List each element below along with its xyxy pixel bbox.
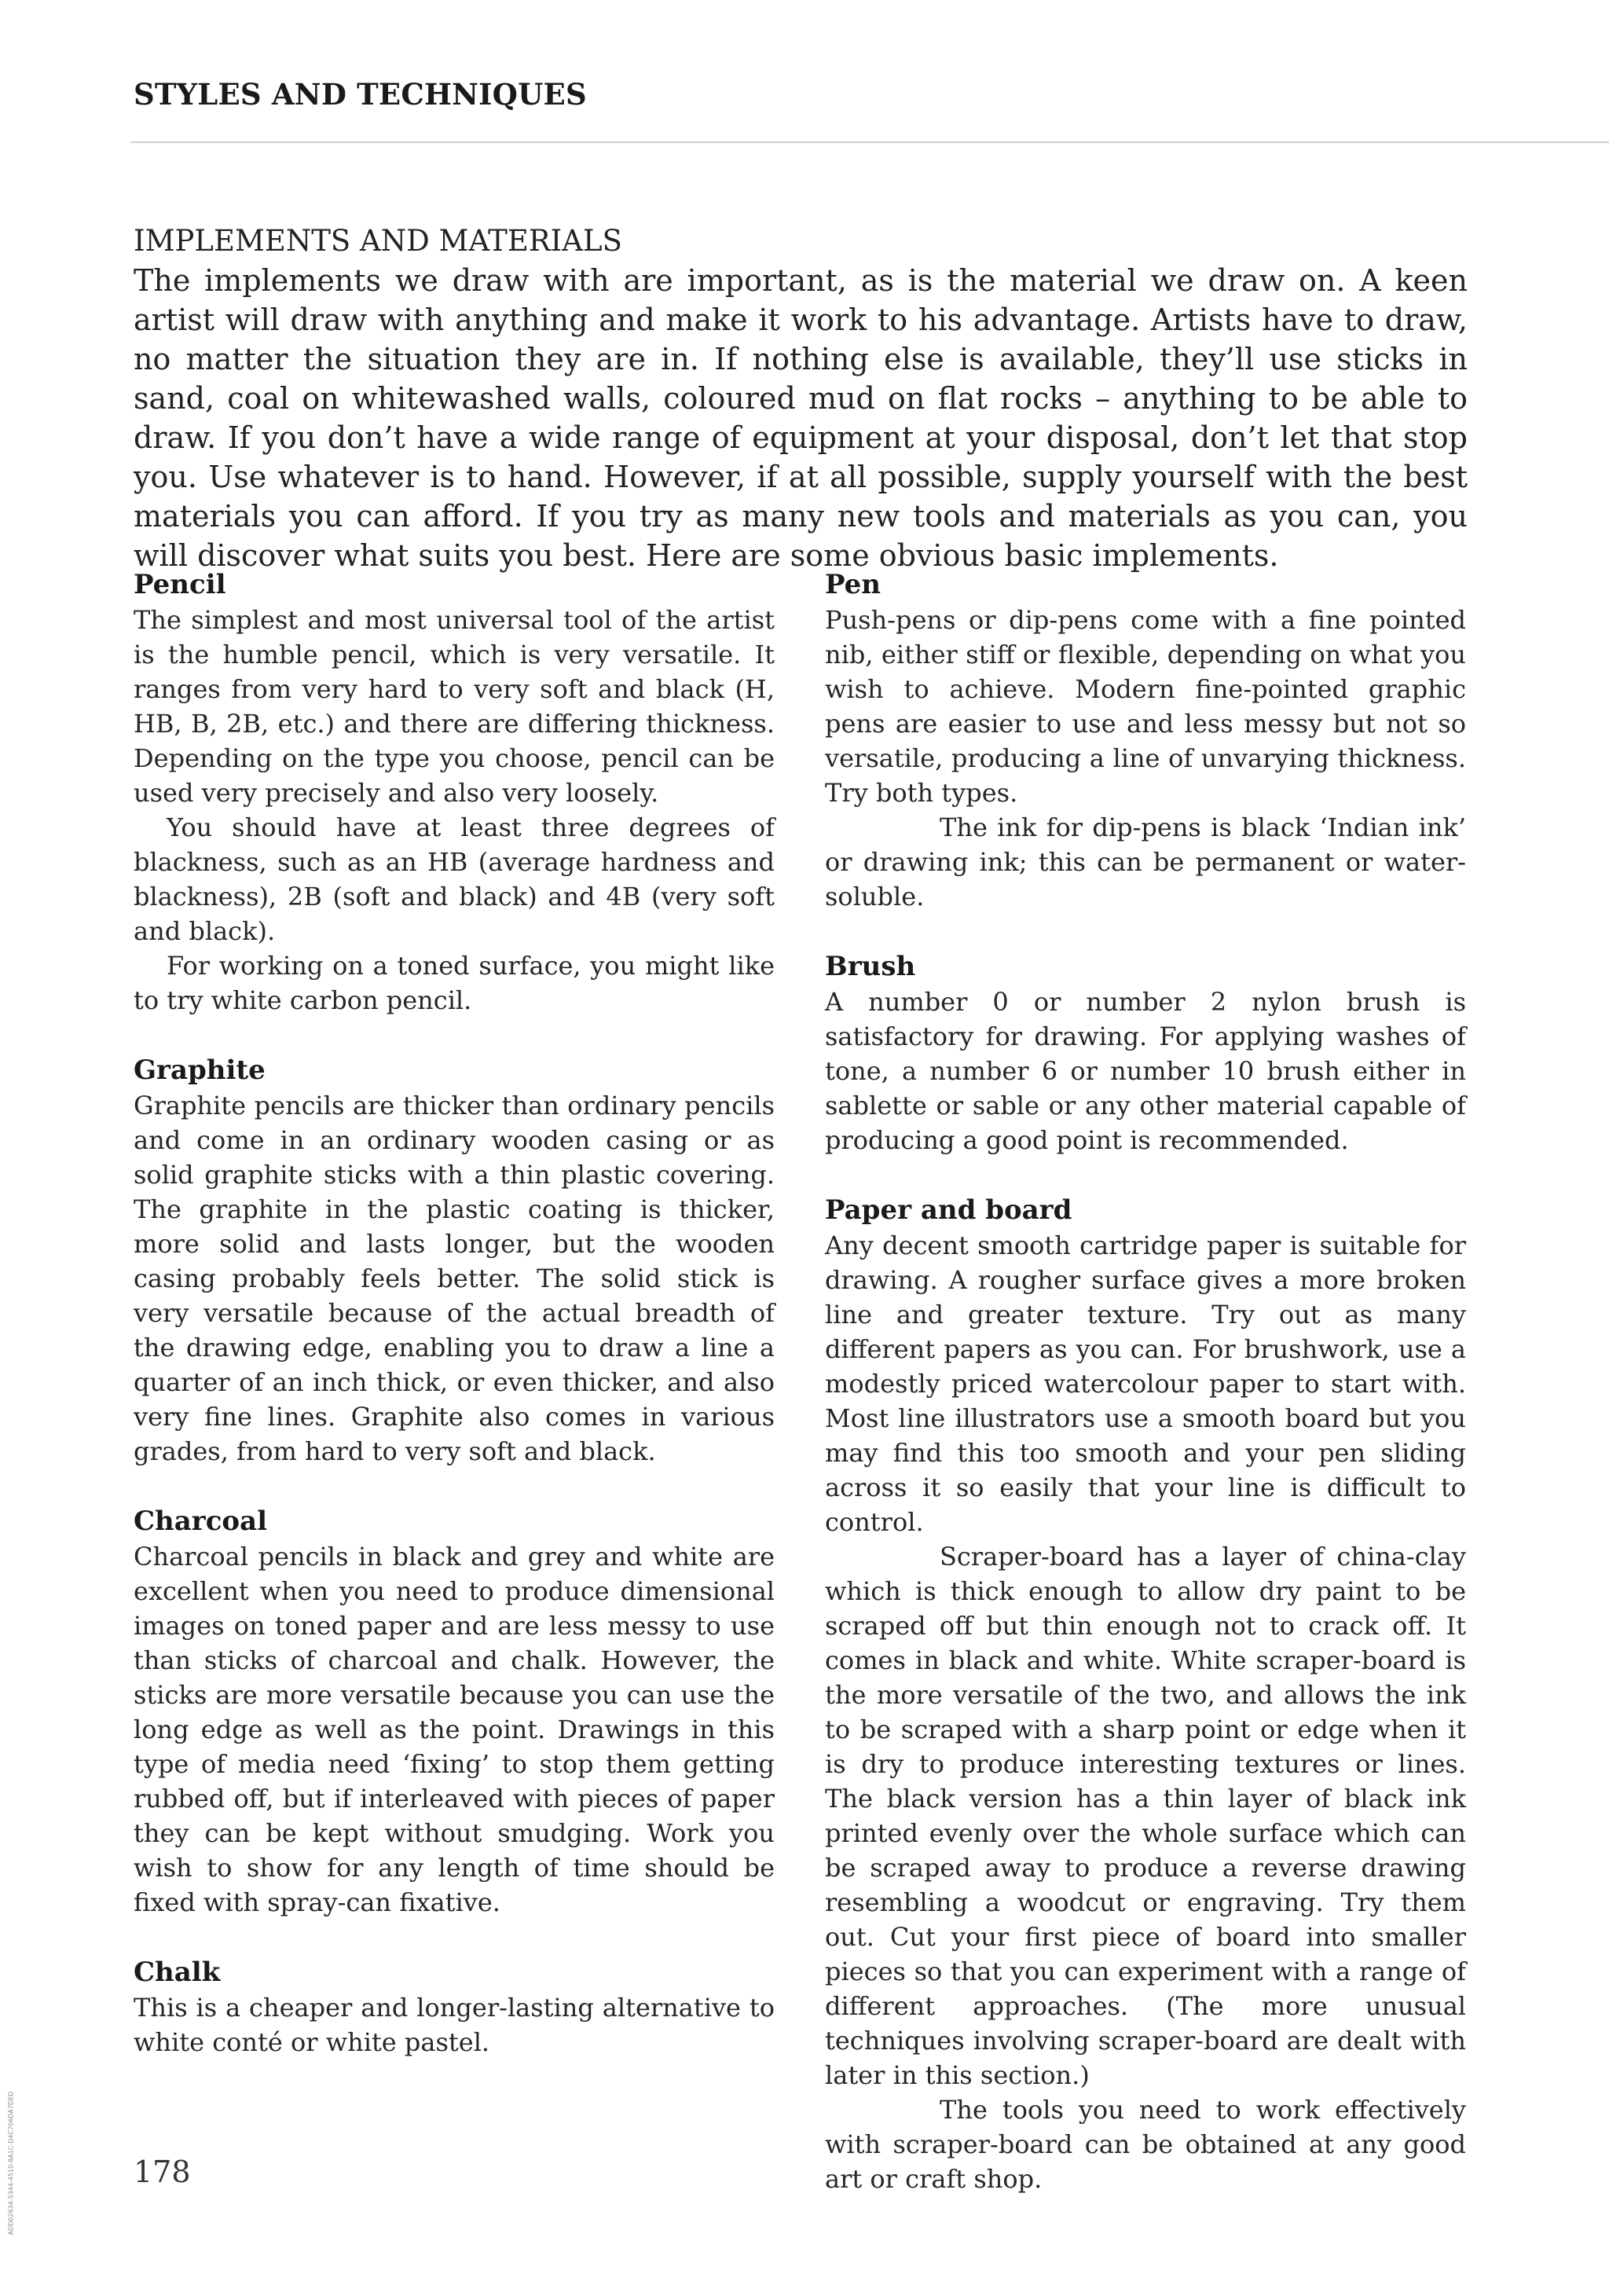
charcoal-paragraph-1: Charcoal pencils in black and grey and white are excellent when you need to produce dimensional images on toned paper and are less messy to use than sticks of charcoal and chalk. However, the sticks are more versatile because you can use the long edge as well as the point. Drawings in this type of media need ‘fixing’ to stop them getting rubbed off, but if interleaved with pieces of paper they can be kept without smudging. Work you wish to show for any length of time should be fixed with spray-can fixative. [134,1542,775,1917]
intro-block [134,222,1468,575]
running-header: STYLES AND TECHNIQUES [134,77,587,112]
chalk-heading: Chalk [134,1957,221,1988]
brush-heading: Brush [825,951,916,982]
right-column [825,567,1466,2232]
chalk-paragraph-1: This is a cheaper and longer-lasting alternative to white conté or white pastel. [134,1993,775,2057]
paper-paragraph-3: The tools you need to work effectively with scraper-board can be obtained at any good art or craft shop. [825,2095,1466,2194]
pencil-paragraph-1: The simplest and most universal tool of the artist is the humble pencil, which is very versatile. It ranges from very hard to very soft and black (H, HB, B, 2B, etc.) and there are differing thickness. Depending on the type you choose, pencil can be used very precisely and also very loosely. [134,605,775,808]
section-pen [825,567,1466,914]
pencil-paragraph-2: You should have at least three degrees of blackness, such as an HB (average hardness and blackness), 2B (soft and black) and 4B (very soft and black). [134,812,775,946]
paper-heading: Paper and board [825,1194,1072,1226]
charcoal-heading: Charcoal [134,1506,268,1537]
intro-body: The implements we draw with are important, as is the material we draw on. A keen artist will draw with anything and make it work to his advantage. Artists have to draw, no matter the situation they are in. If nothing else is available, they’ll use sticks in sand, coal on whitewashed walls, coloured mud on flat rocks – anything to be able to draw. If you don’t have a wide range of equipment at your disposal, don’t let that stop you. Use whatever is to hand. However, if at all possible, supply yourself with the best materials you can afford. If you try as many new tools and materials as you can, you will discover what suits you best. Here are some obvious basic implements. [134,263,1468,573]
page-number: 178 [134,2155,191,2189]
left-column [134,567,775,2095]
side-margin-code: ADD02634-5344-4510-8A1C-D4C706DA7DED [7,2091,15,2235]
paper-paragraph-2: Scraper-board has a layer of china-clay which is thick enough to allow dry paint to be scraped off but thin enough not to crack off. It comes in black and white. White scraper-board is the more versatile of the two, and allows the ink to be scraped with a sharp point or edge when it is dry to produce interesting textures or lines. The black version has a thin layer of black ink printed evenly over the whole surface which can be scraped away to produce a reverse drawing resembling a woodcut or engraving. Try them out. Cut your first piece of board into smaller pieces so that you can experiment with a range of different approaches. (The more unusual techniques involving scraper-board are dealt with later in this section.) [825,1542,1466,2090]
section-graphite [134,1053,775,1469]
brush-paragraph-1: A number 0 or number 2 nylon brush is satisfactory for drawing. For applying washes of tone, a number 6 or number 10 brush either in sablette or sable or any other material capable of producing a good point is recommended. [825,987,1466,1155]
graphite-paragraph-1: Graphite pencils are thicker than ordinary pencils and come in an ordinary wooden casing or as solid graphite sticks with a thin plastic covering. The graphite in the plastic coating is thicker, more solid and lasts longer, but the wooden casing probably feels better. The solid stick is very versatile because of the actual breadth of the drawing edge, enabling you to draw a line a quarter of an inch thick, or even thicker, and also very fine lines. Graphite also comes in various grades, from hard to very soft and black. [134,1091,775,1466]
pencil-heading: Pencil [134,569,226,600]
pen-paragraph-2: The ink for dip-pens is black ‘Indian ink’ or drawing ink; this can be permanent or water-soluble. [825,812,1466,911]
pen-paragraph-1: Push-pens or dip-pens come with a fine pointed nib, either stiff or flexible, depending on what you wish to achieve. Modern fine-pointed graphic pens are easier to use and less messy but not so versatile, producing a line of unvarying thickness. Try both types. [825,605,1466,808]
section-paper-and-board [825,1193,1466,2196]
pencil-paragraph-3: For working on a toned surface, you might like to try white carbon pencil. [134,951,775,1015]
graphite-heading: Graphite [134,1054,266,1086]
intro-title: IMPLEMENTS AND MATERIALS [134,224,622,258]
section-pencil [134,567,775,1018]
paper-paragraph-1: Any decent smooth cartridge paper is suitable for drawing. A rougher surface gives a more broken line and greater texture. Try out as many different papers as you can. For brushwork, use a modestly priced watercolour paper to start with. Most line illustrators use a smooth board but you may find this too smooth and your pen sliding across it so easily that your line is difficult to control. [825,1231,1466,1537]
section-brush [825,949,1466,1157]
section-charcoal [134,1504,775,1920]
section-chalk [134,1955,775,2059]
header-rule [130,141,1609,143]
pen-heading: Pen [825,569,881,600]
